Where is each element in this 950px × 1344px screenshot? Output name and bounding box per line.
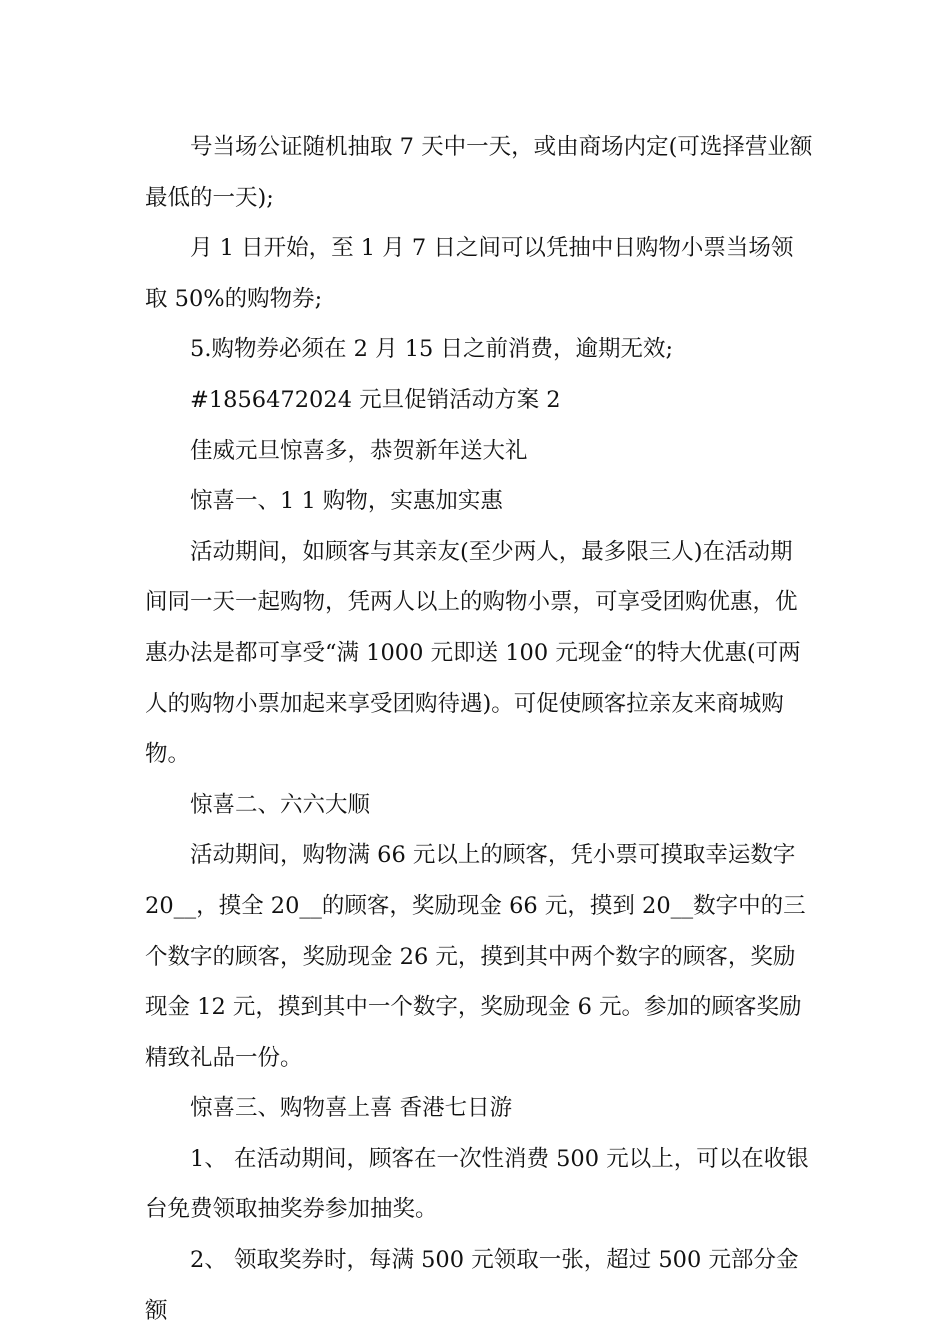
paragraph-rule-two: 2、 领取奖券时，每满 500 元领取一张，超过 500 元部分金额	[145, 1247, 799, 1324]
paragraph-slogan: 佳威元旦惊喜多，恭贺新年送大礼	[190, 437, 528, 464]
paragraph-rule-one: 1、 在活动期间，顾客在一次性消费 500 元以上，可以在收银台免费领取抽奖券参加抽奖。	[145, 1145, 809, 1223]
paragraph-surprise-one-body: 活动期间，如顾客与其亲友(至少两人，最多限三人)在活动期间同一天一起购物，凭两人以上的购物小票，可享受团购优惠，优惠办法是都可享受“满 1000 元即送 100 元现金“的特大优惠(可两人的购物小票加起来享受团购待遇)。可促使顾客拉亲友来商城购物。	[145, 538, 801, 768]
paragraph-surprise-two-body: 活动期间，购物满 66 元以上的顾客，凭小票可摸取幸运数字 20__，摸全 20__的顾客，奖励现金 66 元，摸到 20__数字中的三个数字的顾客，奖励现金 26 元，摸到其中两个数字的顾客，奖励现金 12 元，摸到其中一个数字，奖励现金 6 元。参加的顾客奖励精致礼品一份。	[145, 842, 806, 1071]
paragraph-voucher-expiry: 5.购物券必须在 2 月 15 日之前消费，逾期无效;	[190, 336, 674, 363]
paragraph-voucher-period: 月 1 日开始，至 1 月 7 日之间可以凭抽中日购物小票当场领取 50%的购物券;	[145, 235, 794, 312]
paragraph-surprise-one-heading: 惊喜一、1 1 购物，实惠加实惠	[190, 488, 503, 515]
paragraph-section-title: #1856472024 元旦促销活动方案 2	[190, 386, 561, 413]
paragraph-surprise-three-heading: 惊喜三、购物喜上喜 香港七日游	[190, 1095, 513, 1122]
paragraph-draw-rule: 号当场公证随机抽取 7 天中一天，或由商场内定(可选择营业额最低的一天);	[145, 134, 813, 211]
paragraph-surprise-two-heading: 惊喜二、六六大顺	[190, 791, 371, 818]
document-body	[145, 122, 813, 1336]
